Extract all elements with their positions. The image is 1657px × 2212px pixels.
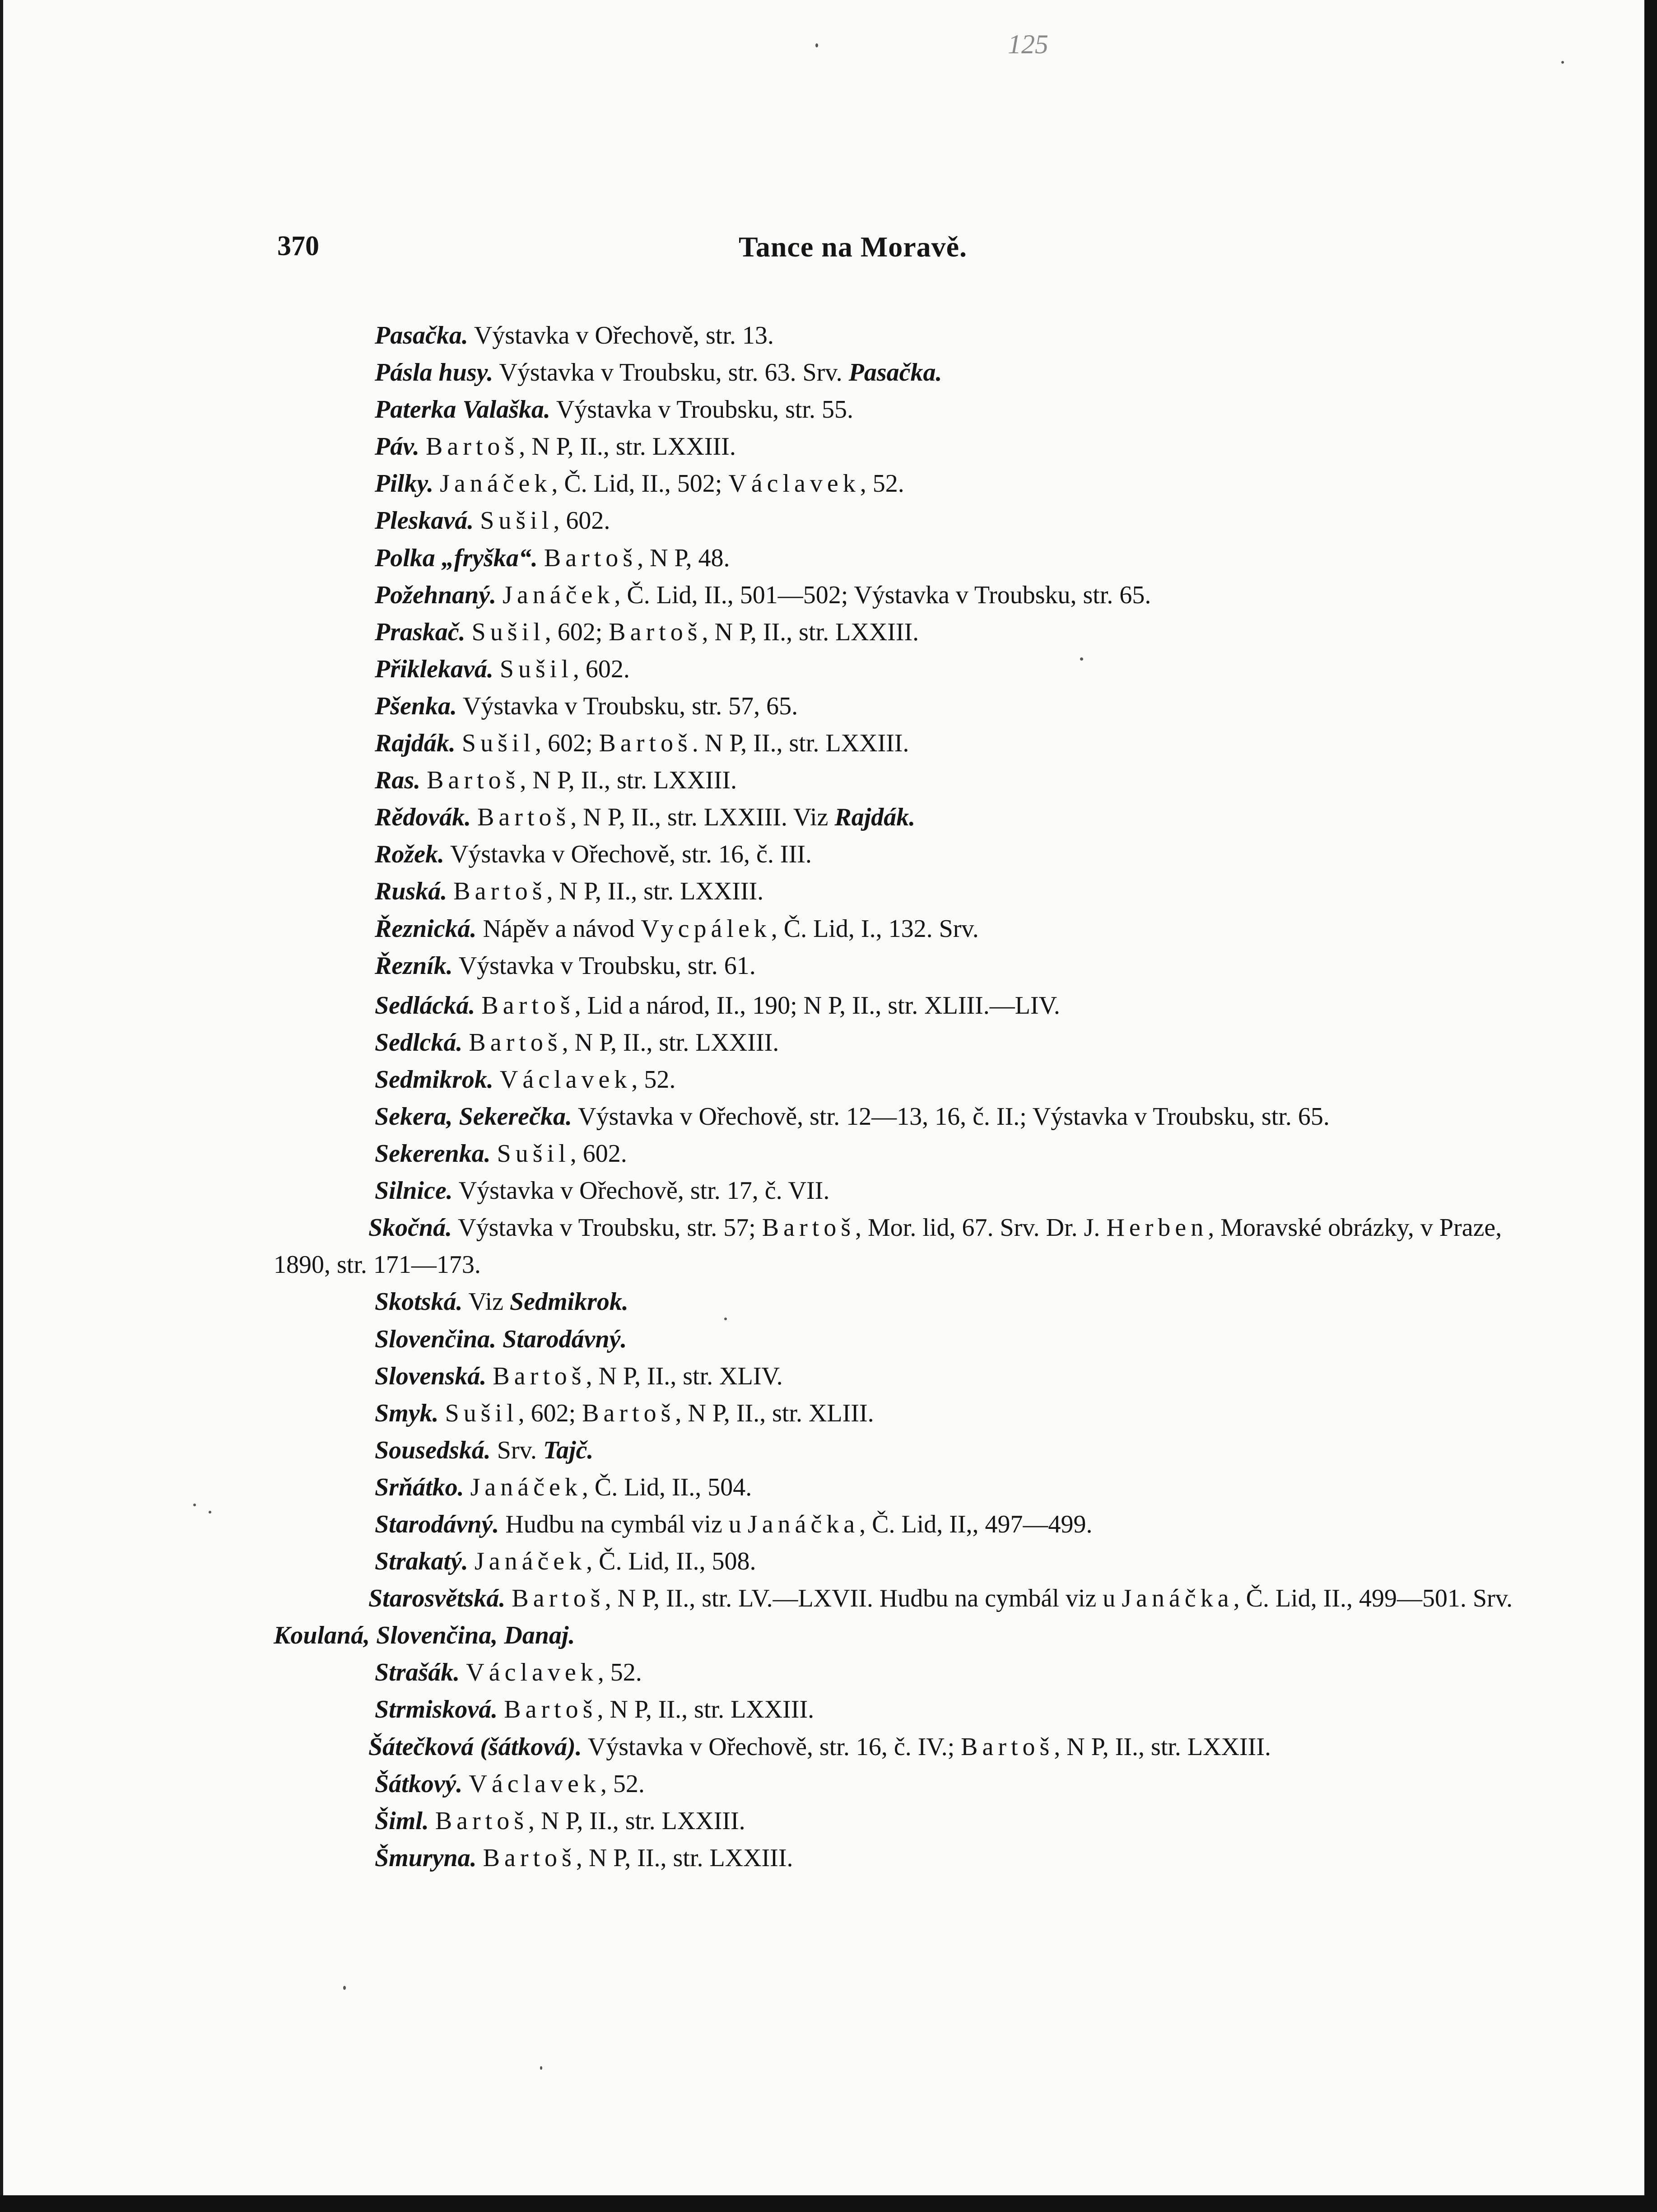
entry-text: , 52. (597, 1658, 642, 1687)
entry-text (493, 1066, 500, 1094)
entry-text: , N P, 48. (637, 544, 730, 572)
index-entry (280, 354, 1476, 391)
author-name: Bartoš (425, 433, 519, 461)
index-entry (280, 836, 1476, 873)
author-name: Bartoš (477, 803, 571, 832)
entry-text: , N P, II., str. LXXIII. (576, 1844, 793, 1872)
index-entry (280, 391, 1476, 428)
entry-text: , Č. Lid, II,, 497—499. (859, 1510, 1093, 1538)
entry-headword: Slovenčina. Starodávný. (375, 1325, 627, 1353)
entry-headword: Polka „fryška“. (375, 544, 538, 572)
author-name: Janáček (440, 470, 552, 498)
entry-text: , 52. (631, 1065, 676, 1094)
index-entry (280, 1432, 1476, 1469)
entry-text: , Č. Lid, II., 501—502; Výstavka v Troubsku, str. 65. (614, 581, 1151, 609)
author-name: Janáček (474, 1547, 586, 1576)
entry-text: , N P, II., str. LV.—LXVII. Hudbu na cymbál viz u (605, 1584, 1122, 1613)
entry-text: , 602; (545, 618, 609, 646)
entry-text (491, 1140, 497, 1168)
entry-text: , 602; (518, 1399, 582, 1427)
entry-text: Srv. (490, 1436, 543, 1464)
scan-speck (815, 43, 818, 47)
entry-text: , N P, II., str. LXXIII. (519, 433, 736, 461)
entry-text (447, 877, 453, 905)
entry-text (420, 766, 427, 794)
page-header (0, 230, 1644, 271)
index-entry (280, 1061, 1476, 1098)
index-entry (280, 317, 1476, 354)
index-entry (280, 1358, 1476, 1395)
entry-text (468, 1547, 475, 1575)
cross-reference: Tajč. (543, 1436, 594, 1464)
entry-headword: Paterka Valaška. (375, 396, 550, 424)
entry-text: , N P, II., str. LXXIII. (520, 766, 737, 795)
author-name: Bartoš (512, 1584, 605, 1613)
entry-text: , N P, II., str. XLIII. (675, 1399, 874, 1427)
author-name: Bartoš (469, 1028, 562, 1057)
entry-text (505, 1584, 512, 1612)
scan-speck (1561, 61, 1564, 64)
entry-text: , 602. (573, 655, 630, 683)
index-entry (280, 540, 1476, 577)
scan-speck (343, 1986, 346, 1990)
index-entry (280, 465, 1476, 502)
index-entry (280, 947, 1476, 984)
index-entry (280, 1321, 1476, 1358)
entry-text: , 52. (860, 470, 904, 498)
entry-headword: Rědovák. (375, 803, 471, 832)
index-entry (280, 1506, 1476, 1543)
entry-headword: Pšenka. (375, 692, 457, 720)
entry-text: Výstavka v Ořechově, str. 12—13, 16, č. II.; Výstavka v Troubsku, str. 65. (572, 1102, 1330, 1131)
index-entry (280, 1469, 1476, 1506)
entry-headword: Řeznická. (375, 914, 477, 943)
entry-text: , N P, II., str. LXXIII. (562, 1028, 779, 1057)
author-name: Bartoš (544, 544, 638, 572)
entry-text (486, 1362, 493, 1390)
entry-headword: Požehnaný. (375, 581, 497, 609)
author-name: Sušil (445, 1399, 518, 1427)
entry-text (429, 1807, 435, 1835)
entry-text: Viz (462, 1288, 510, 1316)
entry-headword: Strmisková. (375, 1695, 498, 1724)
author-name: Bartoš (493, 1362, 586, 1390)
entry-text: , 602; (535, 729, 599, 758)
index-entry (280, 1172, 1476, 1209)
entry-headword: Pásla husy. (375, 359, 493, 387)
author-name: Václavek (499, 1065, 632, 1094)
entry-text: , Č. Lid, II., 502; (551, 470, 729, 498)
author-name: Bartoš (483, 1844, 576, 1872)
entry-headword: Sedmikrok. (375, 1065, 493, 1094)
entry-text: Výstavka v Ořechově, str. 16, č. IV.; (582, 1732, 961, 1761)
author-name: Sušil (480, 507, 554, 535)
scan-edge-bottom (0, 2195, 1657, 2212)
author-name: Bartoš (481, 991, 575, 1020)
author-name: Vycpálek (641, 914, 771, 943)
author-name: Bartoš (609, 618, 702, 646)
author-name: Bartoš (427, 766, 520, 795)
index-entry (280, 762, 1476, 799)
entry-text: Hudbu na cymbál viz u (499, 1510, 748, 1538)
cross-reference: Pasačka. (848, 359, 942, 387)
index-entry (280, 1802, 1476, 1839)
entry-headword: Pasačka. (375, 321, 468, 349)
scan-speck (1080, 657, 1083, 661)
entry-headword: Praskač. (375, 618, 465, 646)
entry-text (493, 655, 500, 683)
entry-headword: Rajdák. (375, 729, 456, 758)
cross-reference: Rajdák. (834, 803, 916, 832)
index-entry (280, 910, 1476, 947)
author-name: Václavek (466, 1658, 598, 1687)
entry-headword: Sousedská. (375, 1436, 491, 1464)
author-name: Václavek (469, 1770, 600, 1798)
handwritten-corner-mark: 125 (1008, 29, 1048, 59)
entry-headword: Sekera, Sekerečka. (375, 1102, 573, 1131)
author-name: Sušil (497, 1140, 570, 1168)
entry-text: , Lid a národ, II., 190; N P, II., str. XLIII.—LIV. (574, 991, 1060, 1020)
cross-reference: Sedmikrok. (509, 1288, 628, 1316)
author-name: Janáček (503, 581, 614, 609)
entry-text: Výstavka v Ořechově, str. 16, č. III. (444, 840, 812, 869)
entry-headword: Šátkový. (375, 1770, 463, 1798)
entry-headword: Šmuryna. (375, 1844, 477, 1872)
scan-speck (193, 1504, 196, 1506)
entry-headword: Sedlcká. (375, 1028, 463, 1057)
index-entry (274, 1580, 1558, 1654)
entry-text (475, 992, 481, 1020)
entry-headword: Páv. (375, 433, 419, 461)
entry-headword: Pilky. (375, 470, 434, 498)
entry-headword: Skotská. (375, 1288, 463, 1316)
index-entry (280, 1024, 1476, 1061)
entry-text: , 602. (553, 507, 610, 535)
entry-text (496, 581, 503, 609)
author-name: Janáček (470, 1473, 582, 1501)
entry-text: , N P, II., str. LXXIII. (1054, 1732, 1271, 1761)
entry-headword: Pleskavá. (375, 507, 474, 535)
entry-text (464, 1473, 470, 1501)
entry-text (538, 544, 544, 572)
entry-text (456, 729, 462, 757)
scan-speck (724, 1318, 727, 1320)
index-entry (280, 1098, 1476, 1135)
index-entry (280, 1395, 1476, 1432)
entry-text: , 602. (570, 1140, 627, 1168)
entry-text: Výstavka v Ořechově, str. 13. (468, 321, 774, 349)
entry-text: . N P, II., str. LXXIII. (692, 729, 909, 758)
entry-text: , Č. Lid, II., 504. (582, 1473, 752, 1501)
entry-text: , N P, II., str. LXXIII. Viz (570, 803, 835, 832)
entry-text (477, 1844, 483, 1872)
index-entry (280, 502, 1476, 539)
entry-headword: Šiml. (375, 1807, 429, 1835)
author-name: Bartoš (504, 1695, 597, 1724)
entry-text (474, 507, 480, 535)
author-name: Bartoš (582, 1399, 675, 1427)
entry-text (433, 470, 440, 498)
author-name: Sušil (499, 655, 573, 683)
entry-headword: Silnice. (375, 1177, 453, 1205)
index-entry (280, 799, 1476, 836)
index-entry (280, 873, 1476, 910)
entry-text (439, 1399, 445, 1427)
entry-text: Výstavka v Ořechově, str. 17, č. VII. (452, 1177, 830, 1205)
entry-text: Výstavka v Troubsku, str. 55. (550, 396, 853, 424)
index-entry (280, 1654, 1476, 1691)
entry-headword: Strakatý. (375, 1547, 468, 1576)
entry-headword: Ruská. (375, 877, 447, 906)
entry-headword: Skočná. (368, 1214, 452, 1242)
entry-text: , Mor. lid, 67. Srv. Dr. J. (855, 1214, 1107, 1242)
index-entry (280, 1283, 1476, 1320)
index-entry (280, 651, 1476, 688)
entry-text: , Č. Lid, I., 132. Srv. (771, 914, 979, 943)
entry-text (462, 1029, 469, 1057)
index-entry (280, 614, 1476, 651)
entry-text (498, 1695, 504, 1723)
entry-text: , N P, II., str. LXXIII. (546, 877, 764, 906)
entry-headword: Přiklekavá. (375, 655, 493, 683)
entry-headword: Rožek. (375, 840, 444, 869)
author-name: Bartoš (961, 1732, 1054, 1761)
entry-text (465, 618, 472, 646)
entry-headword: Sekerenka. (375, 1140, 491, 1168)
entry-text: , N P, II., str. LXXIII. (528, 1807, 745, 1835)
entry-text: Výstavka v Troubsku, str. 61. (452, 951, 756, 980)
page-left-border (0, 0, 3, 2195)
author-name: Bartoš (435, 1807, 529, 1835)
cross-reference: Koulaná, Slovenčina, Danaj. (274, 1621, 575, 1650)
dance-index-entries (274, 317, 1513, 1877)
entry-text: , Moravské obrázky, v Praze, 1890, str. 171—173. (274, 1214, 1502, 1279)
entry-headword: Strašák. (375, 1658, 460, 1687)
index-entry (280, 987, 1476, 1024)
author-name: Václavek (728, 470, 860, 498)
author-name: Sušil (471, 618, 545, 646)
running-title: Tance na Moravě. (739, 231, 968, 263)
scan-edge-right (1644, 0, 1657, 2212)
index-entry (280, 1765, 1476, 1802)
entry-headword: Starosvětská. (368, 1584, 506, 1613)
index-entry (280, 1543, 1476, 1580)
entry-text: Výstavka v Troubsku, str. 57; (452, 1214, 762, 1242)
entry-text (460, 1658, 466, 1686)
author-name: Herben (1106, 1214, 1208, 1242)
index-entry (280, 688, 1476, 725)
entry-headword: Ras. (375, 766, 421, 795)
scan-speck (209, 1511, 211, 1513)
entry-text: , 52. (600, 1770, 645, 1798)
author-name: Janáčka (1122, 1584, 1233, 1613)
index-entry (280, 428, 1476, 465)
entry-text: Nápěv a návod (476, 914, 641, 943)
entry-text (471, 803, 477, 831)
author-name: Bartoš (599, 729, 692, 758)
index-entry (280, 725, 1476, 762)
entry-text (462, 1770, 469, 1798)
author-name: Bartoš (762, 1214, 856, 1242)
index-entry (280, 1691, 1476, 1728)
entry-headword: Smyk. (375, 1399, 439, 1427)
author-name: Sušil (461, 729, 535, 758)
entry-headword: Řezník. (375, 951, 453, 980)
author-name: Bartoš (453, 877, 547, 906)
page-number: 370 (277, 231, 319, 261)
entry-headword: Starodávný. (375, 1510, 499, 1538)
entry-text: , N P, II., str. LXXIII. (702, 618, 919, 646)
entry-text: Výstavka v Troubsku, str. 63. Srv. (493, 359, 849, 387)
index-entry (280, 1839, 1476, 1877)
entry-headword: Slovenská. (375, 1362, 487, 1390)
index-entry (280, 1135, 1476, 1172)
entry-text: Výstavka v Troubsku, str. 57, 65. (457, 692, 798, 720)
scan-speck (540, 2066, 542, 2070)
author-name: Janáčka (747, 1510, 860, 1538)
entry-text: , N P, II., str. XLIV. (586, 1362, 783, 1390)
index-entry (274, 1209, 1558, 1283)
entry-text (419, 433, 426, 461)
entry-text: , N P, II., str. LXXIII. (597, 1695, 815, 1724)
entry-text: , Č. Lid, II., 508. (586, 1547, 756, 1576)
index-entry (280, 577, 1476, 614)
entry-headword: Šátečková (šátková). (368, 1732, 582, 1761)
index-entry (274, 1728, 1558, 1765)
entry-headword: Sedlácká. (375, 991, 475, 1020)
entry-text: , Č. Lid, II., 499—501. Srv. (1233, 1584, 1513, 1613)
entry-headword: Srňátko. (375, 1473, 464, 1501)
